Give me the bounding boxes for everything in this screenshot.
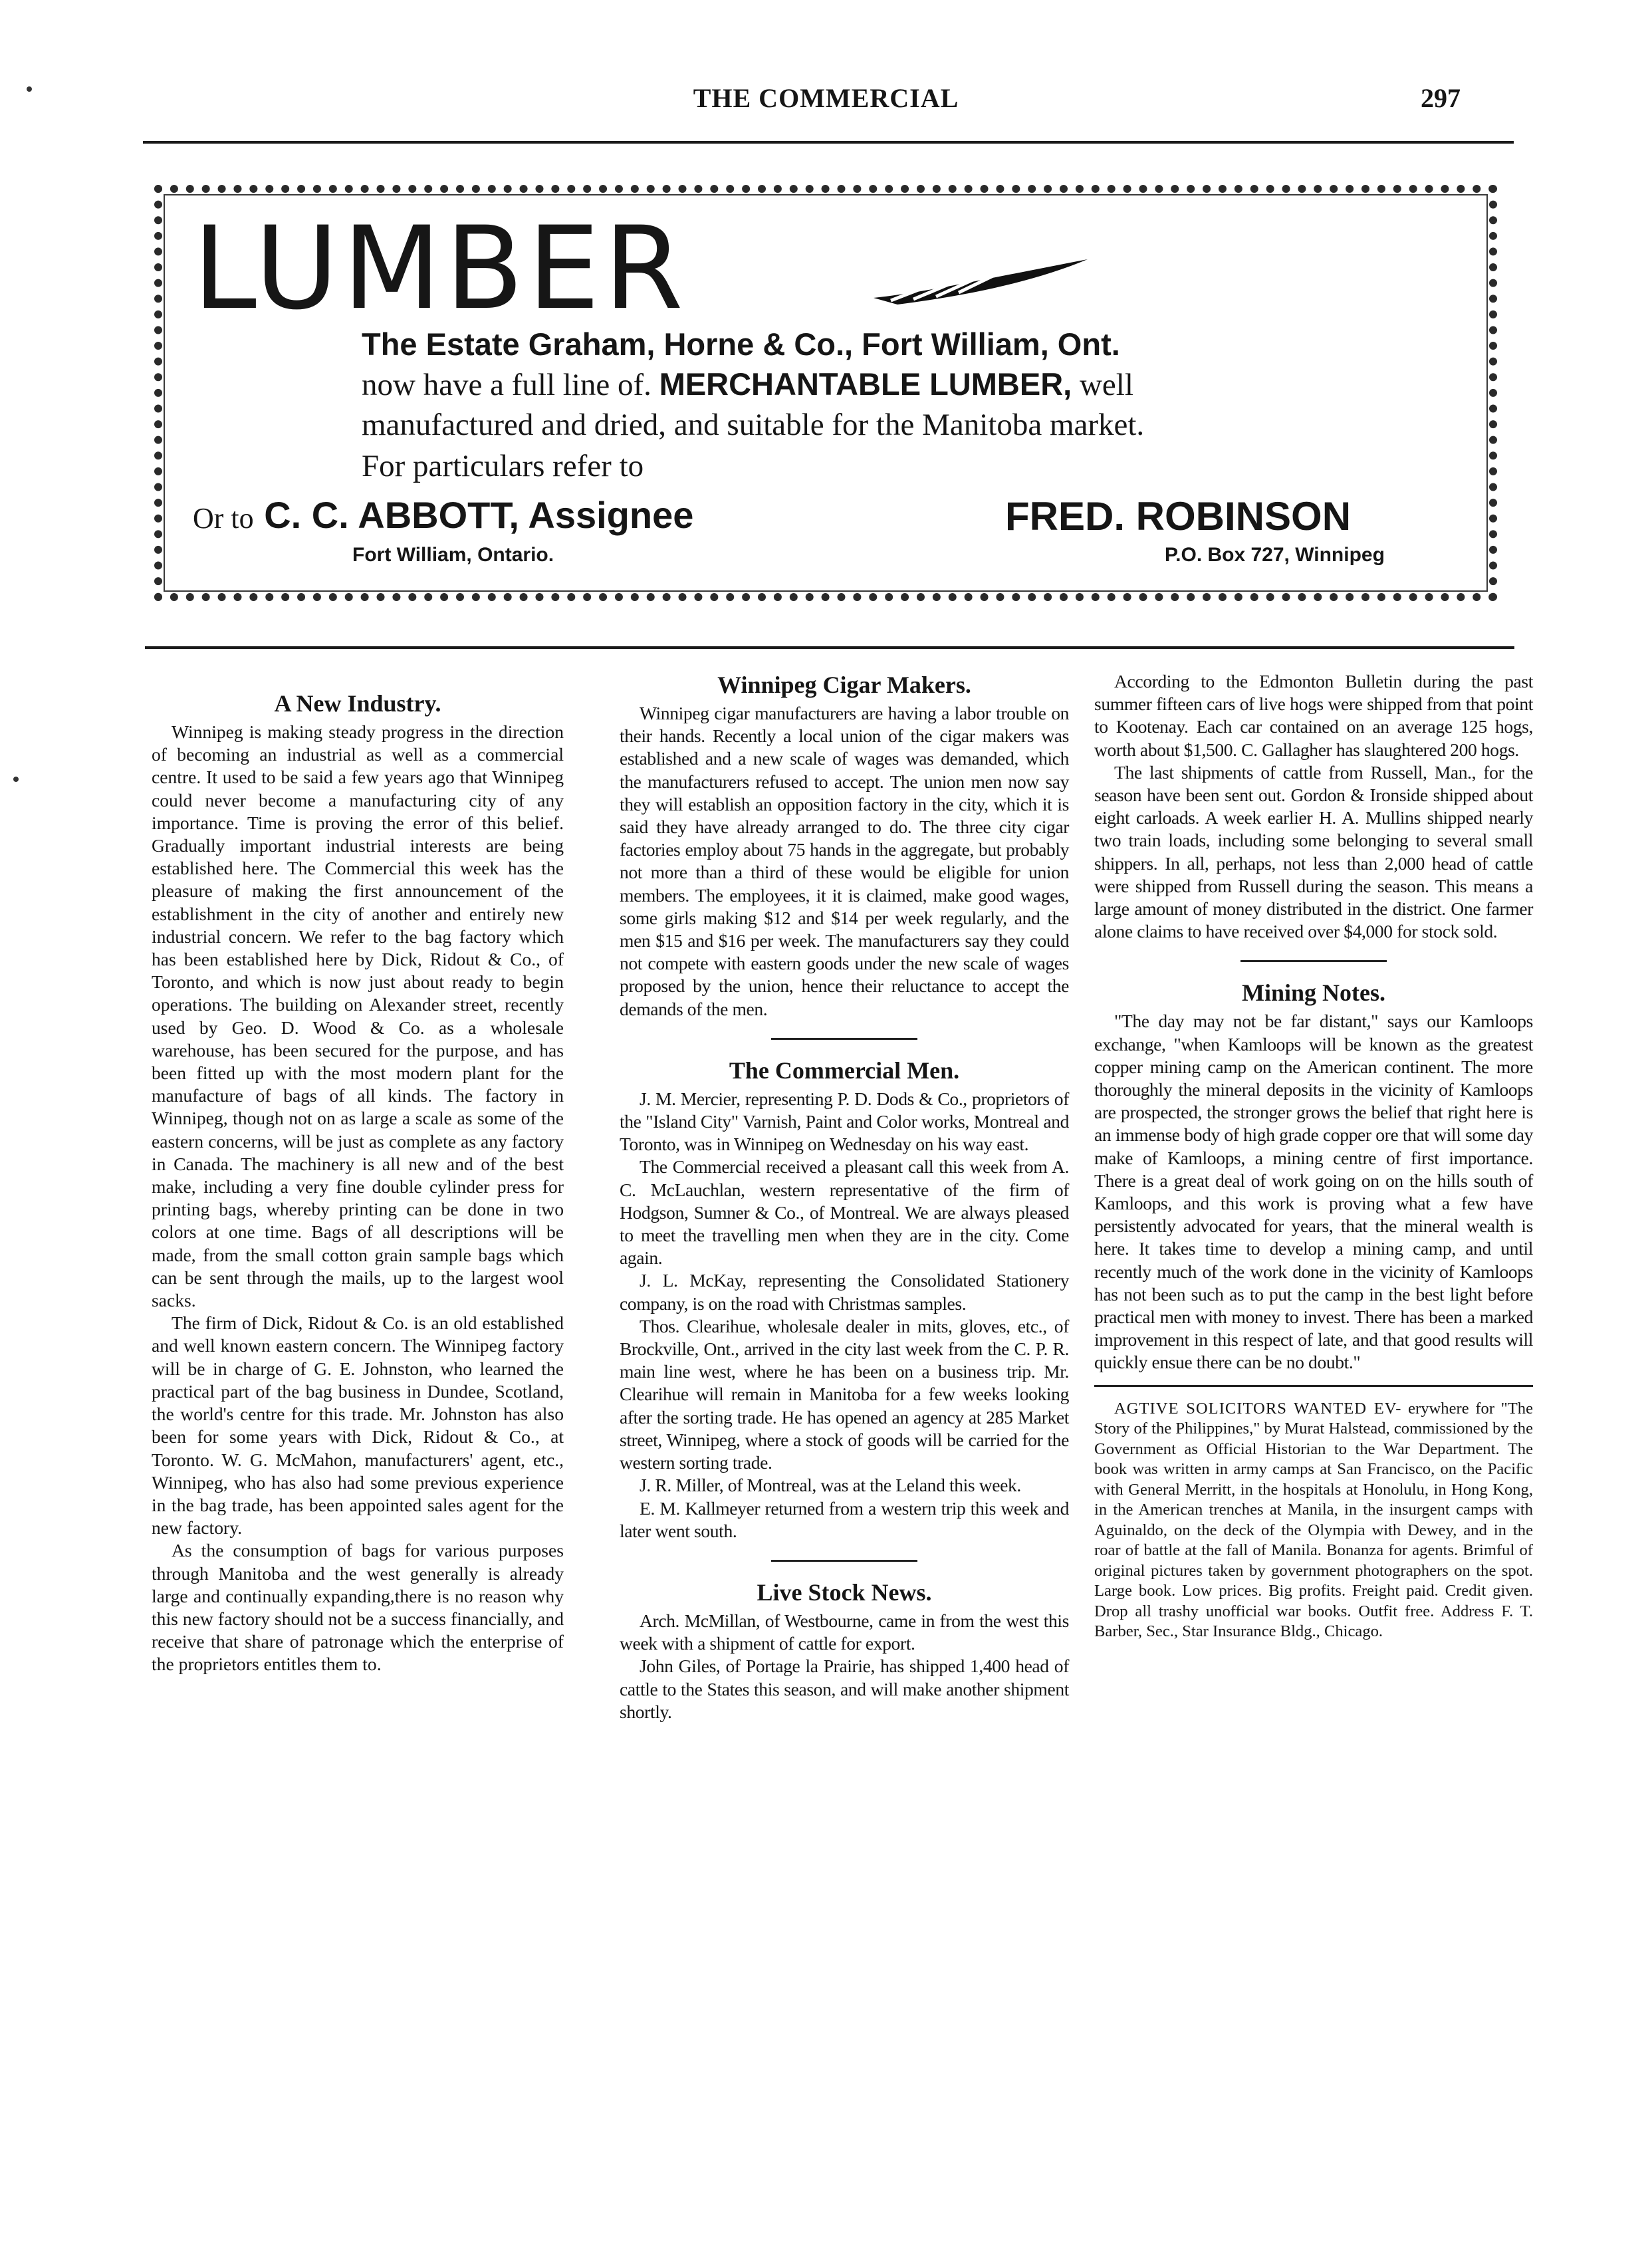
contact-prefix: Or to [193,502,254,535]
article-paragraph: The last shipments of cattle from Russell, Man., for the season have been sent out. Gordon & Ironside shipped about eight carloads. A week earlier H. A. Mullins shipped nearly two train loads, including some belonging to several small shippers. In all, perhaps, not less than 2,000 head of cattle were shipped from Russell during the season. This means a large amount of money distributed in the district. One farmer alone claims to have received over $4,000 for stock sold. [1094,761,1533,942]
article-paragraph: As the consumption of bags for various purposes through Manitoba and the west generally is already large and continually expanding,there is no reason why this new factory should not be a success financially, and receive that share of patronage which the enterprise of the proprietors entitles them to. [152,1540,564,1675]
column-1 [152,689,564,1676]
article-divider [1094,1385,1533,1387]
advertisement-title: LUMBER [193,201,687,335]
column-3 [1094,670,1533,1642]
running-title: THE COMMERCIAL [693,83,959,113]
advertisement-company-line: The Estate Graham, Horne & Co., Fort William, Ont. [362,326,1120,362]
scan-speck [13,777,19,782]
article-divider [771,1560,917,1562]
headline-mining-notes: Mining Notes. [1242,979,1385,1007]
advertisement-line-2-end: well [1079,368,1133,402]
solicitors-advertisement [1094,1399,1533,1642]
advertisement-line-2: now have a full line of. MERCHANTABLE LUMBER, well [362,366,1133,402]
article-paragraph: The Commercial received a pleasant call this week from A. C. McLauchlan, western representative of the firm of Hodgson, Sumner & Co., of Montreal. We are always pleased to meet the travelling men when they are in the city. Come again. [620,1156,1069,1269]
article-paragraph: The firm of Dick, Ridout & Co. is an old established and well known eastern concern. The Winnipeg factory will be in charge of G. E. Johnston, who learned the practical part of the bag business in Dundee, Scotland, the world's centre for this trade. Mr. Johnston has also been for some years with Dick, Ridout & Co., at Toronto. W. G. McMahon, manufacturers' agent, etc., Winnipeg, who has also had some previous experience in the bag trade, has been appointed sales agent for the new factory. [152,1312,564,1539]
article-paragraph: John Giles, of Portage la Prairie, has shipped 1,400 head of cattle to the States this season, and will make another shipment shortly. [620,1656,1069,1722]
article-divider [1240,960,1387,962]
section-rule [145,646,1514,649]
swoosh-flourish-icon [871,251,1090,311]
article-paragraph: Winnipeg is making steady progress in the direction of becoming an industrial as well as a commercial centre. It used to be said a few years ago that Winnipeg could never become a manufacturing city of any importance. Time is proving the error of this belief. Gradually important industrial interests are being established here. The Commercial this week has the pleasure of making the first announcement of the establishment in the city of another and entirely new industrial concern. We refer to the bag factory which has been established here by Dick, Ridout & Co., of Toronto, and which is now just about ready to begin operations. The building on Alexander street, recently used by Geo. D. Wood & Co. as a wholesale warehouse, has been secured for the purpose, and has been fitted up with the most modern plant for the manufacture of bags of all kinds. The factory in Winnipeg, though not on as large a scale as some of the eastern concerns, will be just as complete as any factory in Canada. The machinery is all new and of the best make, including a very fine double cylinder press for printing bags, whereby printing can be done in two colors at one time. Bags of all descriptions will be made, from the small cotton grain sample bags which can be sent through the mails, up to the largest wool sacks. [152,721,564,1311]
headline-commercial-men: The Commercial Men. [729,1057,960,1084]
advertisement-line-4: For particulars refer to [362,449,644,483]
advertisement-line-2-start: now have a full line of [362,368,644,402]
article-paragraph: E. M. Kallmeyer returned from a western trip this week and later went south. [620,1497,1069,1541]
page-number: 297 [1421,83,1461,113]
scan-speck [27,86,32,92]
article-paragraph: Arch. McMillan, of Westbourne, came in from the west this week with a shipment of cattle for export. [620,1610,1069,1654]
article-paragraph: J. M. Mercier, representing P. D. Dods & Co., proprietors of the "Island City" Varnish, Paint and Color works, Montreal and Toronto, was in Winnipeg on Wednesday on his way east. [620,1088,1069,1155]
contact-name-robinson: FRED. ROBINSON [1005,494,1352,539]
advertisement-contact-left [193,493,693,537]
article-divider [771,1038,917,1040]
headline-cigar-makers: Winnipeg Cigar Makers. [717,672,971,698]
solicitors-lead: AGTIVE SOLICITORS WANTED EV- [1114,1399,1402,1418]
article-paragraph: Thos. Clearihue, wholesale dealer in mits, gloves, etc., of Brockville, Ont., arrived in the city last week from the C. P. R. main line west, where he has been on a business trip. Mr. Clearihue will remain in Manitoba for a few weeks looking after the sorting trade. He has opened an agency at 285 Market street, Winnipeg, where a stock of goods will be carried for the western sorting trade. [620,1315,1069,1473]
contact-name-abbott: C. C. ABBOTT, Assignee [264,494,694,536]
article-paragraph: According to the Edmonton Bulletin during the past summer fifteen cars of live hogs were shipped from that point to Kootenay. Each car contained on an average 125 hogs, worth about $1,500. C. Gallagher has slaughtered 200 hogs. [1094,671,1533,760]
solicitors-text: erywhere for "The Story of the Philippines," by Murat Halstead, commissioned by the Government as Official Historian to the War Department. The book was written in army camps at San Francisco, on the Pacific with General Merritt, in the hospitals at Honolulu, in Hong Kong, in the American trenches at Manila, in the insurgent camps with Aguinaldo, on the deck of the Olympia with Dewey, and in the roar of battle at the fall of Manila. Bonanza for agents. Brimful of original pictures taken by government photographers on the spot. Large book. Low prices. Big profits. Freight paid. Credit given. Drop all trashy unofficial war books. Outfit free. Address F. T. Barber, Sec., Star Insurance Bldg., Chicago. [1094,1399,1534,1641]
contact-address-abbott: Fort William, Ontario. [352,544,554,566]
advertisement-product: MERCHANTABLE LUMBER, [659,366,1072,402]
advertisement-line-3: manufactured and dried, and suitable for the Manitoba market. [362,408,1145,442]
headline-new-industry: A New Industry. [274,690,441,717]
header-rule [143,141,1514,144]
article-paragraph: "The day may not be far distant," says our Kamloops exchange, "when Kamloops will be known as the greatest copper mining camp on the American continent. The more thoroughly the mineral deposits in the vicinity of Kamloops are prospected, the stronger grows the belief that right here is an immense body of high grade copper ore that will some day make of Kamloops, a mining centre of first importance. There is a great deal of work going on on the hills south of Kamloops, and this work is proving what a few have persistently advocated for years, that the mineral wealth is here. It takes time to develop a mining camp, and until recently much of the work done in the vicinity of Kamloops has not been such as to put the camp in the best light before practical men with money to invest. There has been a marked improvement in this respect of late, and that good results will quickly ensue there can be no doubt." [1094,1011,1533,1373]
column-2 [620,670,1069,1723]
contact-address-robinson: P.O. Box 727, Winnipeg [1165,544,1385,566]
article-paragraph: J. R. Miller, of Montreal, was at the Leland this week. [640,1475,1021,1496]
headline-live-stock: Live Stock News. [757,1578,932,1606]
article-paragraph: Winnipeg cigar manufacturers are having a labor trouble on their hands. Recently a local union of the cigar makers was established and a new scale of wages was demanded, which the manufacturers refused to accept. The union men now say they will establish an opposition factory in the city, which it is said they have already arranged to do. The three city cigar factories employ about 75 hands in the aggregate, but probably not more than a third of these would be eligible for union members. The employees, it it is claimed, make good wages, some girls making $12 and $14 per week regularly, and the men $15 and $16 per week. The manufacturers say they could not compete with eastern goods under the new scale of wages proposed by the union, hence their reluctance to accept the demands of the men. [620,703,1069,1019]
article-paragraph: J. L. McKay, representing the Consolidated Stationery company, is on the road with Christmas samples. [620,1270,1069,1314]
